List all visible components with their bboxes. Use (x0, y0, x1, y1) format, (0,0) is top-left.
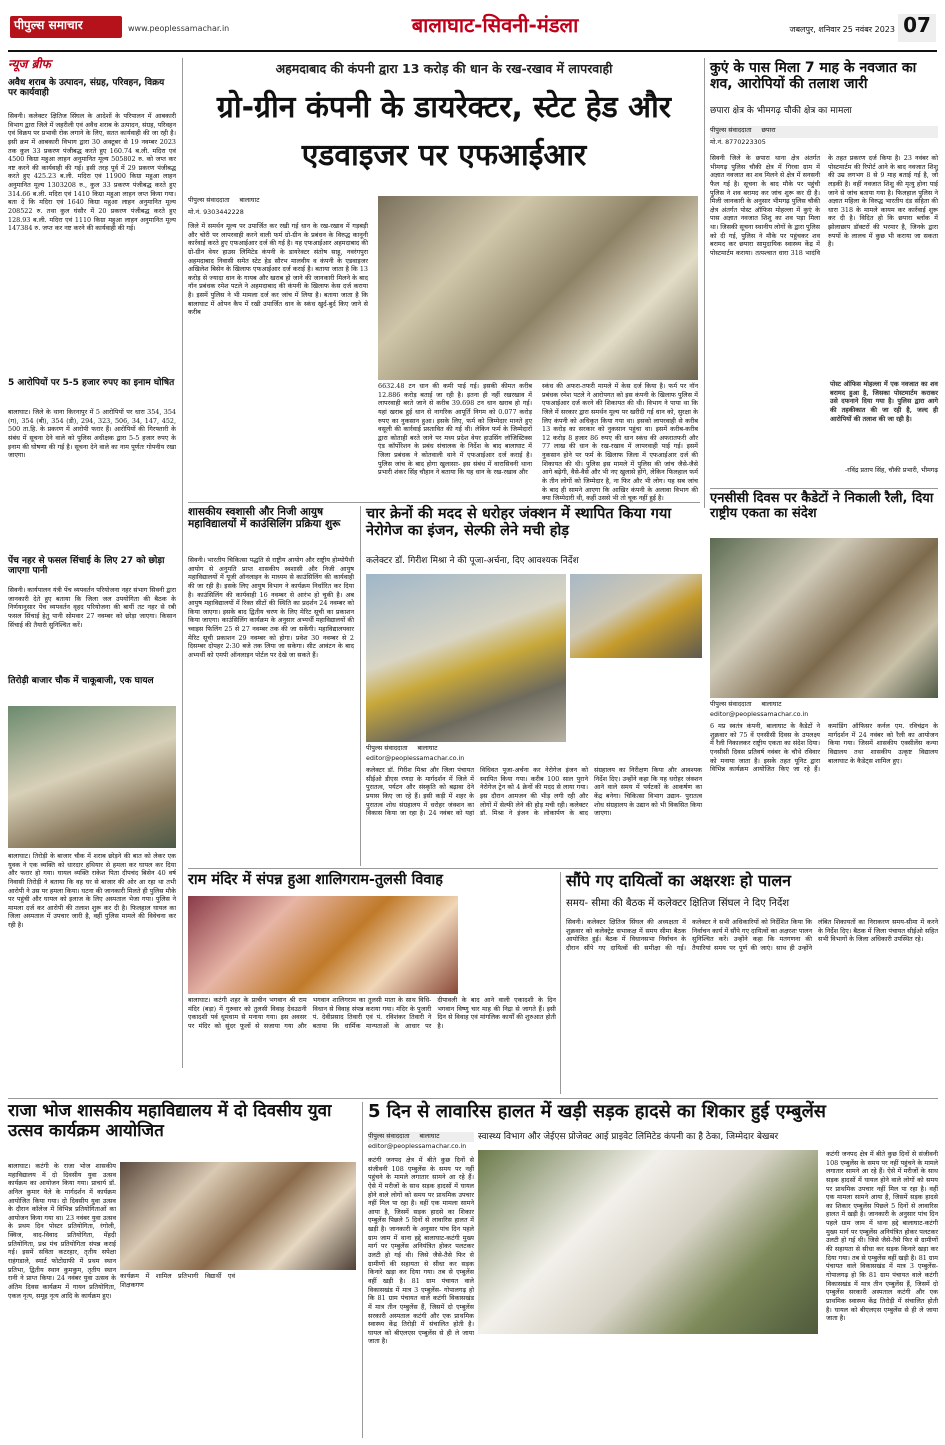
tulsi-story (188, 872, 556, 1094)
raja-caption: कार्यक्रम में शामिल प्रतिभागी विद्यार्थी एवं शिक्षकगण (120, 1272, 235, 1289)
ambulance-body-cont: कटंगी जनपद क्षेत्र में बीते कुछ दिनों से संजीवनी 108 एम्बुलेंस के समय पर नहीं पहुंचने के मामले लगातार सामने आ रहे हैं। ऐसे में मरीजों के साथ सड़क हादसों में घायल होने वाले लोगों को समय पर प्राथमिक उपचार नहीं मिल पा रहा है। वहीं एक मामला सामने आया है, जिसमें सड़क हादसे का शिकार एम्बुलेंस पिछले 5 दिनों से लावारिस हालत में खड़ी है। जानकारी के अनुसार पांच दिन पहले ग्राम जाम में थाना हद्दे बालाघाट-कटंगी मुख्य मार्ग पर एम्बुलेंस अनियंत्रित होकर पलटकर उलटी हो गई थी। जिसे जैसे-तैसे फिर से ग्रामीणों की सहायता से सीधा कर सड़क किनारे खड़ा कर दिया गया। तब से एम्बुलेंस वहीं खड़ी है। 81 ग्राम पंचायत वाले विकासखंड में मात्र 3 एम्बुलेंस- गोपालगढ़ हो कि 81 ग्राम पंचायत वाले कटंगी विकासखंड में मात्र तीन एम्बुलेंस हैं, जिसमें दो एम्बुलेंस सरकारी अस्पताल कटंगी और एक प्राथमिक स्वास्थ्य केंद्र तिरोड़ी में संचालित होती है। घायल को बीएलएस एम्बुलेंस से ही ले जाया जाता है। (826, 1150, 938, 1323)
ncc-story (710, 492, 938, 866)
byline-place: बालाघाट (417, 744, 438, 752)
lead-headline: ग्रो-ग्रीन कंपनी के डायरेक्टर, स्टेट हेड और एडवाइजर पर एफआईआर (216, 90, 672, 173)
byline-phone: मो.नं. 8770223305 (710, 138, 766, 146)
lead-photo (378, 196, 698, 380)
brief-item-body: सिवनी। कलेक्टर क्षितिज सिंघल के आदेशों के परिपालन में आबकारी विभाग द्वारा जिले में जहरीली एवं अवैध शराब के उत्पादन, संग्रह, परिवहन एवं विक्रय पर प्रभावी रोक लगाने के लिए, सतत कार्यवाही की जा रही है। इसी क्रम में आबकारी विभाग द्वारा 30 अक्टूबर से 19 नवम्बर 2023 तक कुल 33 प्रकरण पंजीबद्ध करते हुए 160.74 ब.ली. मदिरा एवं 4500 किग्रा महुआ लाहन अनुमानित मूल्य 505802 रु. को जप्त कर नष्ट करने की कार्यवाही की गई। इसी तरह पूर्व में 29 प्रकरण पंजीबद्ध करते हुए 425.23 ब.ली. मदिरा एवं 11900 किग्रा महुआ लाहन अनुमानित मूल्य 1303208 रु., कुल 33 प्रकरण पंजीबद्ध करते हुए 314.66 ब.ली. मदिरा एवं 1410 किग्रा महुआ लाहन जप्त किया गया। बता दें कि मदिरा एवं 1640 किग्रा महुआ लाहन अनुमानित मूल्य 208522 रु. तथा कुल घंसौर में 20 प्रकरण पंजीबद्ध करते हुए 128.93 ब.ली. मदिरा एवं 1110 किग्रा महुआ लाहन अनुमानित मूल्य 147384 रु. जप्त कर नष्ट करने की कार्यवाही की गई। (8, 112, 176, 233)
engine-body: कलेक्टर डॉ. गिरीश मिश्रा और जिला पंचायत सीईओ डीएस रणदा के मार्गदर्शन में जिले में पुरातत्व, पर्यटन और संस्कृति को बढ़ावा देने प्रयास किए जा रहे हैं। इसी कड़ी में शहर के पुरातत्व शोध संग्रहालय में धरोहर जंक्शन का विकास किया जा रहा है। 24 नवंबर को यहां विधिवत पूजा-अर्चना कर नेरोगेज इंजन को स्थापित किया गया। करीब 100 साल पुराने नेरोगेज ट्रेन को 4 क्रेनों की मदद से लाया गया। इस दौरान आमजन की भीड़ लगी रही और लोगों में सेल्फी लेने की होड़ मची रही। कलेक्टर डॉ. मिश्रा ने इंजन के लोकार्पण के बाद संग्रहालय का निरीक्षण किया और आवश्यक निर्देश दिए। उन्होंने कहा कि यह धरोहर जंक्शन आने वाले समय में पर्यटकों के आकर्षण का केंद्र बनेगा। चिकित्सा विभाग उद्यान- पुरातत्व शोध संग्रहालय के उद्यान को भी विकसित किया जाएगा। (366, 766, 702, 818)
engine-sub: कलेक्टर डॉ. गिरीश मिश्रा ने की पूजा-अर्चना, दिए आवश्यक निर्देश (366, 556, 579, 566)
ambulance-story (368, 1102, 938, 1438)
byline-place: छपारा (761, 126, 776, 134)
lead-body-col1: जिले में समर्थन मूल्य पर उपार्जित कर रखी गई धान के रख-रखाव में गड़बड़ी और चोरी पर लापरवाही करने वाली फर्म ग्रो-ग्रीन के प्रबंधन के विरुद्ध कानूनी कार्रवाई करते हुए एफआईआर दर्ज की गई है। यह एफआईआर अहमदाबाद की ग्रो-ग्रीन वेयर हाउस लिमिटेड कंपनी के डायरेक्टर संतोष साहू, नवरंगपुरा अहमदाबाद निवासी समेत स्टेट हेड सौरभ मालवीय व कंपनी के एडवाइजर अखिलेश बिसेन के खिलाफ एफआईआर दर्ज कराई है। बताया जाता है कि 13 करोड़ से ज्यादा धान के गायब और खराब हो जाने की जानकारी मिलने के बाद नॉन प्रबंधक रमेश पटले ने अहमदाबाद की कंपनी के खिलाफ केस दर्ज कराया है। इसमें पुलिस ने भी मामला दर्ज कर जांच में लिया है। बताया जाता है कि बालाघाट में ओपन कैप में रखी उपार्जित धान के स्कंध खुर्द-बुर्द किए जाने से करीब (188, 222, 368, 317)
engine-byline (366, 744, 566, 754)
masthead-url[interactable]: www.peoplessamachar.in (128, 24, 230, 33)
page-number: 07 (898, 14, 936, 42)
photo-story-image (8, 706, 176, 848)
masthead-logo-text: पीपुल्स समाचार (14, 18, 83, 32)
tulsi-photo (188, 896, 458, 994)
brief-item-body: बालाघाट। जिले के थाना किरनापुर में 5 आरोपियों पर धारा 354, 354 (ग), 354 (बी), 354 (डी), 294, 323, 506, 34, 147, 452, 500 ता.हि. के प्रकरण में आरोपी फरार हैं। आरोपियों की गिरफ्तारी के संबंध में सूचना देने वाले को पुलिस अधीक्षक द्वारा 5-5 हजार रुपए के इनाम की घोषणा की गई है। सूचना देने वाले का नाम पूर्णतः गोपनीय रखा जाएगा। (8, 408, 176, 460)
engine-photo-2 (570, 574, 702, 658)
ayush-body: सिवनी। भारतीय चिकित्सा पद्धति से राष्ट्रीय आयोग और राष्ट्रीय होम्योपैथी आयोग से अनुमति प्राप्त शासकीय स्वशासी और निजी आयुष महाविद्यालयों में यूजी ऑनलाइन के माध्यम से काउंसिलिंग की कार्यवाही की जा रही है। इसके लिए आयुष विभाग ने कार्यक्रम निर्धारित कर दिया है। काउंसिलिंग की कार्यवाही 16 नवम्बर से आरंभ हो चुकी है। अब आयुष महाविद्यालयों में रिक्त सीटों की स्थिति का प्रदर्शन 24 नवम्बर को किया जाएगा। इसके बाद द्वितीय चरण के लिए मेरिट सूची का प्रकाशन किया जाएगा। काउंसिलिंग कार्यक्रम के अनुसार अभ्यर्थी महाविद्यालयों की च्वाइस फिलिंग 25 से 27 नवम्बर तक की जा सकेंगी। महाविद्यालयवार मेरिट सूची प्रकाशन 29 नवम्बर को होगा। प्रवेश 30 नवम्बर से 2 दिसम्बर दोपहर 2:30 बजे तक लिया जा सकेगा। सीट आवंटन के बाद अभ्यर्थी को एमपी ऑनलाइन पोर्टल पर देखे जा सकते हैं। (188, 556, 354, 660)
byline-phone: मो.नं. 9303442228 (188, 208, 244, 216)
brief-item-title: पेंच नहर से फसल सिंचाई के लिए 27 को छोड़ा जाएगा पानी (8, 556, 165, 577)
well-story (710, 58, 938, 486)
byline-place: बालाघाट (761, 700, 782, 708)
samay-title: सौंपे गए दायित्वों का अक्षरशः हो पालन (566, 871, 792, 890)
raja-photo (120, 1162, 356, 1270)
well-title: कुएं के पास मिला 7 माह के नवजात का शव, आरोपियों की तलाश जारी (710, 60, 917, 93)
news-brief (8, 58, 178, 1068)
lead-kicker: अहमदाबाद की कंपनी द्वारा 13 करोड़ की धान के रख-रखाव में लापरवाही (275, 61, 613, 76)
byline-name: पीपुल्स संवाददाता (710, 700, 752, 708)
raja-story (8, 1102, 358, 1438)
well-sub: छपारा क्षेत्र के भीमगढ़ चौकी क्षेत्र का मामला (710, 106, 852, 116)
ncc-photo (710, 538, 938, 698)
brief-item-title: 5 आरोपियों पर 5-5 हजार रुपए का इनाम घोषित (8, 378, 175, 388)
ambulance-photo (478, 1150, 818, 1334)
ncc-body: 6 मप्र स्वतंत्र कंपनी, बालाघाट के कैडेटों ने शुक्रवार को 75 वें एनसीसी दिवस के उपलक्ष्य में रैली निकालकर राष्ट्रीय एकता का संदेश दिया। एनसीसी दिवस प्रतिवर्ष नवंबर के चौथे रविवार को मनाया जाता है। इसके तहत यूनिट द्वारा विभिन्न कार्यक्रम आयोजित किए जा रहे हैं। कमांडिंग ऑफिसर कर्नल एम. रविचंद्रन के मार्गदर्शन में 24 नवंबर को रैली का आयोजन किया गया। जिसमें शासकीय एक्सीलेंस कन्या विद्यालय तथा शासकीय उत्कृष्ट विद्यालय बालाघाट के कैडेट्स शामिल हुए। (710, 722, 938, 774)
byline-name: पीपुल्स संवाददाता (368, 1132, 410, 1140)
ncc-title: एनसीसी दिवस पर कैडेटों ने निकाली रैली, दिया राष्ट्रीय एकता का संदेश (710, 491, 934, 521)
byline-name: पीपुल्स संवाददाता (710, 126, 752, 134)
masthead (0, 0, 945, 56)
ncc-byline (710, 700, 938, 710)
ambulance-byline (368, 1132, 474, 1142)
brief-item-body: सिवनी। कार्यपालन यंत्री पेंच व्यपवर्तन परियोजना नहर संभाग सिवनी द्वारा जानकारी देते हुए बताया कि जिला जल उपयोगिता की बैठक के निर्णयानुसार पेंच व्यपवर्तन वृहद परियोजना की बायीं तट नहर से रबी फसल सिंचाई हेतु पानी सोमवार 27 नवम्बर को छोड़ा जाएगा। किसान सिंचाई की तैयारी सुनिश्चित करें। (8, 586, 176, 629)
byline-email[interactable]: editor@peoplessamachar.co.in (710, 710, 809, 718)
raja-body: बालाघाट। कटंगी के राजा भोज शासकीय महाविद्यालय में दो दिवसीय युवा उत्सव कार्यक्रम का आयोजन किया गया। प्राचार्य डॉ. अनिल कुमार येले के मार्गदर्शन में कार्यक्रम आयोजित किया गया। दो दिवसीय युवा उत्सव के दौरान कॉलेज में विभिन्न प्रतियोगिताओं का आयोजन किया गया था। 23 नवंबर युवा उत्सव के प्रथम दिन पोस्टर प्रतियोगिता, रंगोली, क्विज, वाद-विवाद प्रतियोगिता, मेंहदी प्रतियोगिता, प्रश्न मंच प्रतियोगिता संपन्न कराई गई। इसमें सविता कटरहार, तृतीय सपेक्षा राहंगडाले, स्मार्ट फोटोग्राफी में प्रथम स्थान प्रतिभा, द्वितीय स्थान कुमकुम, तृतीय स्थान रानी ने प्राप्त किया। 24 नवंबर युवा उत्सव के अंतिम दिवस कार्यक्रम में गायन प्रतियोगिता, एकल नृत्य, समूह नृत्य आदि के कार्यक्रम हुए। (8, 1162, 116, 1300)
masthead-region: बालाघाट-सिवनी-मंडला (411, 13, 579, 37)
byline-email[interactable]: editor@peoplessamachar.co.in (368, 1142, 467, 1150)
samay-body: सिवनी। कलेक्टर क्षितिज सिंघल की अध्यक्षता में शुक्रवार को कलेक्ट्रेट सभाकक्ष में समय सीमा बैठक आयोजित हुई। बैठक में विधानसभा निर्वाचन के दौरान सौंपे गए दायित्वों की समीक्षा की गई। कलेक्टर ने सभी अधिकारियों को निर्देशित किया कि निर्वाचन कार्य में सौंपे गए दायित्वों का अक्षरशः पालन सुनिश्चित करें। उन्होंने कहा कि मतगणना की तैयारियां समय पर पूर्ण की जाएं। साथ ही उन्होंने लंबित शिकायतों का निराकरण समय-सीमा में करने के निर्देश दिए। बैठक में जिला पंचायत सीईओ सहित सभी विभागों के जिला अधिकारी उपस्थित रहे। (566, 918, 938, 952)
ambulance-sub: स्वास्थ्य विभाग और जेईएस प्रोजेक्ट आई प्राइवेट लिमिटेड कंपनी का है ठेका, जिम्मेदार बेखबर (478, 1132, 779, 1142)
well-body: सिवनी जिले के छपारा थाना क्षेत्र अंतर्गत भीमगढ़ पुलिस चौकी क्षेत्र में गिरवा ग्राम में अज्ञात नवजात का शव मिलने से क्षेत्र में सनसनी फैल गई है। सूचना के बाद मौके पर पहुंची पुलिस ने शव बरामद कर जांच शुरू कर दी है। मिली जानकारी के अनुसार भीमगढ़ पुलिस चौकी क्षेत्र अंतर्गत पोस्ट ऑफिस मोहल्ला में कुएं के पास अज्ञात नवजात शिशु का शव पड़ा मिला था। जिसकी सूचना स्थानीय लोगों के द्वारा पुलिस को दी गई, पुलिस ने मौके पर पहुंचकर शव बरामद कर छपारा सामुदायिक स्वास्थ्य केंद्र में पोस्टमार्टम कराया। तत्पश्चात धारा 318 भादंवि के तहत प्रकरण दर्ज किया है। 23 नवंबर को पोस्टमार्टम की रिपोर्ट आने के बाद नवजात शिशु की उम्र लगभग 8 से 9 माह बताई गई है, जो लड़की है। वहीं नवजात शिशु की मृत्यु होना पाई जाने से जांच बताया गया है। फिलहाल पुलिस ने अज्ञात महिला के विरुद्ध भारतीय दंड संहिता की धारा 318 के मामले कायम कर कार्रवाई शुरू कर दी है। विदित हो कि छपारा ब्लॉक में झोलाछाप डॉक्टरों की भरमार है, जिनके द्वारा रुपयों के लालच में कुछ भी कराया जा सकता है। (710, 154, 938, 258)
brief-label: न्यूज ब्रीफ (8, 57, 51, 71)
engine-story (366, 506, 702, 864)
lead-body-col2: 6632.48 टन धान की कमी पाई गई। इसकी कीमत करीब 12.886 करोड़ बताई जा रही है। इतना ही नहीं रखरखाव में लापरवाही बरते जाने से करीब 39.698 टन धान खराब हो गई। यहां खराब हुई धान से नागरिक आपूर्ति निगम को 0.077 करोड़ रुपए का नुकसान हुआ। इसके लिए, फर्म को जिम्मेदार मानते हुए वसूली की कार्रवाई प्रस्तावित की गई थी। लेकिन फर्म के जिम्मेदारों द्वारा कोताही बरते जाने पर मध्य प्रदेश वेयर हाउसिंग लॉजिस्टिक्स एंड कॉर्पोरेशन के प्रबंध संचालक के निर्देश के बाद बालाघाट में जिला प्रबंधक ने कोतवाली थाने में एफआईआर दर्ज कराई है। पुलिस जांच के बाद होगा खुलासाः- इस संबंध में वारासिवनी थाना प्रभारी शंकर सिंह चौहान ने बताया कि यह धान के रख-रखाव और (378, 382, 532, 477)
well-callout: पोस्ट ऑफिस मोहल्ला में एक नवजात का शव बरामद हुआ है, जिसका पोस्टमार्टम कराकर उसे दफनाने दिया गया है। पुलिस द्वारा आगे की तहकीकात की जा रही है, जल्द ही आरोपियों की तलाश की जा रही है। (830, 380, 938, 423)
ambulance-title: 5 दिन से लावारिस हालत में खड़ी सड़क हादसे का शिकार हुई एम्बुलेंस (368, 1101, 826, 1122)
brief-item-title: अवैध शराब के उत्पादन, संग्रह, परिवहन, विक्रय पर कार्यवाही (8, 78, 165, 99)
samay-story (566, 872, 938, 1094)
ambulance-body: कटंगी जनपद क्षेत्र में बीते कुछ दिनों से संजीवनी 108 एम्बुलेंस के समय पर नहीं पहुंचने के मामले लगातार सामने आ रहे हैं। ऐसे में मरीजों के साथ सड़क हादसों में घायल होने वाले लोगों को समय पर प्राथमिक उपचार नहीं मिल पा रहा है। वहीं एक मामला सामने आया है, जिसमें सड़क हादसे का शिकार एम्बुलेंस पिछले 5 दिनों से लावारिस हालत में खड़ी है। जानकारी के अनुसार पांच दिन पहले ग्राम जाम में थाना हद्दे बालाघाट-कटंगी मुख्य मार्ग पर एम्बुलेंस अनियंत्रित होकर पलटकर उलटी हो गई थी। जिसे जैसे-तैसे फिर से ग्रामीणों की सहायता से सीधा कर सड़क किनारे खड़ा कर दिया गया। तब से एम्बुलेंस वहीं खड़ी है। 81 ग्राम पंचायत वाले विकासखंड में मात्र 3 एम्बुलेंस- गोपालगढ़ हो कि 81 ग्राम पंचायत वाले कटंगी विकासखंड में मात्र तीन एम्बुलेंस हैं, जिसमें दो एम्बुलेंस सरकारी अस्पताल कटंगी और एक प्राथमिक स्वास्थ्य केंद्र तिरोड़ी में संचालित होती है। घायल को बीएलएस एम्बुलेंस से ही ले जाया जाता है। (368, 1156, 474, 1346)
masthead-dateline: जबलपुर, शनिवार 25 नवंबर 2023 (789, 25, 895, 34)
byline-name: पीपुल्स संवाददाता (188, 196, 230, 204)
photo-story-title: तिरोड़ी बाजार चौक में चाकूबाजी, एक घायल (8, 676, 154, 686)
photo-story-body: बालाघाट। तिरोड़ी के बाजार चौक में शराब छोड़ने की बात को लेकर एक युवक ने एक व्यक्ति को धारदार हथियार से हमला कर घायल कर दिया और फरार हो गया। घायल व्यक्ति राकेश पिता दीपचंद बिसेन 40 वर्ष निवासी तिरोड़ी ने बताया कि वह घर से बाजार की ओर आ रहा था तभी आरोपी ने उस पर हमला किया। घटना की जानकारी मिलते ही पुलिस मौके पर पहुंची और घायल को इलाज के लिए अस्पताल भेजा गया। पुलिस ने मामला दर्ज कर आरोपी की तलाश शुरू कर दी है। फिलहाल घायल का जिला अस्पताल में उपचार जारी है, वहीं पुलिस मामले की विवेचना कर रही है। (8, 852, 176, 930)
lead-story (188, 58, 700, 503)
engine-photo (366, 574, 566, 742)
lead-body-col3: स्कंध की अफरा-तफरी मामले में केस दर्ज किया है। फर्म पर नॉन प्रबंधक रमेश पटले ने आरोपगत को इस कंपनी के खिलाफ पुलिस में एफआईआर दर्ज करने की शिकायत की थी। विभाग ने पाया था कि जिले में सरकार द्वारा समर्थन मूल्य पर खरीदी गई धान को, सुरक्षा के लिए कंपनी को अधिकृत किया गया था। इसको लापरवाही से करीब 13 करोड़ का सरकार को नुकसान पहुंचा था। इसमें करीब-करीब 12 करोड़ 8 हजार 86 रुपए की धान स्कंध की अफरातफरी और 77 लाख की धान के रख-रखाव में लापरवाही पाई गई। इसमें नुकसान होने पर फर्म के खिलाफ जिला में एफआईआर दर्ज की शिकायत की थी। पुलिस इस मामले में पुलिस की जांच जैसे-जैसे आगे बढ़ेगी, वैसे-वैसे और भी नए खुलासे होंगे, लेकिन फिलहाल फर्म के तीन लोगों को जिम्मेदार है, ना फिर और भी लोग। यह सब जांच के बाद ही सामने आएगा कि आखिर कंपनी के अलावा विभाग की क्या जिम्मेदारी थी, कहीं उससे भी तो चूक नहीं हुई है। (542, 382, 698, 503)
tulsi-body: बालाघाट। कटंगी शहर के प्राचीन भगवान श्री राम मंदिर (बड़ा) में गुरुवार को तुलसी विवाह देवउठनी एकादशी पर्व धूमधाम से मनाया गया। इस अवसर पर मंदिर को सुंदर फूलों से सजाया गया और भगवान शालिगराम का तुलसी माता के साथ विधि-विधान से विवाह संपन्न कराया गया। मंदिर के पुजारी पं. देवीप्रसाद तिवारी एवं पं. रविशंकर तिवारी ने बताया कि धार्मिक मान्यताओं के आधार पर दीपावली के बाद आने वाली एकादशी के दिन भगवान विष्णु चार माह की निद्रा से जागते हैं। इसी दिन से विवाह एवं मांगलिक कार्यों की शुरुआत होती है। (188, 996, 556, 1030)
raja-title: राजा भोज शासकीय महाविद्यालय में दो दिवसीय युवा उत्सव कार्यक्रम आयोजित (8, 1101, 332, 1141)
well-byline (710, 126, 938, 138)
byline-email[interactable]: editor@peoplessamachar.co.in (366, 754, 465, 762)
ayush-story (188, 506, 354, 864)
samay-sub: समय- सीमा की बैठक में कलेक्टर क्षितिज सिंघल ने दिए निर्देश (566, 898, 790, 909)
byline-place: बालाघाट (239, 196, 260, 204)
byline-place: बालाघाट (419, 1132, 440, 1140)
well-signoff: -रविंद्र प्रताप सिंह, चौकी प्रभारी, भीमगढ़ (844, 466, 938, 474)
byline-name: पीपुल्स संवाददाता (366, 744, 408, 752)
engine-title: चार क्रेनों की मदद से धरोहर जंक्शन में स्थापित किया गया नेरोगेज का इंजन, सेल्फी लेने मची होड़ (366, 506, 672, 539)
ayush-title: शासकीय स्वशासी और निजी आयुष महाविद्यालयों में काउंसिलिंग प्रक्रिया शुरू (188, 506, 341, 531)
tulsi-title: राम मंदिर में संपन्न हुआ शालिगराम-तुलसी विवाह (188, 872, 443, 888)
